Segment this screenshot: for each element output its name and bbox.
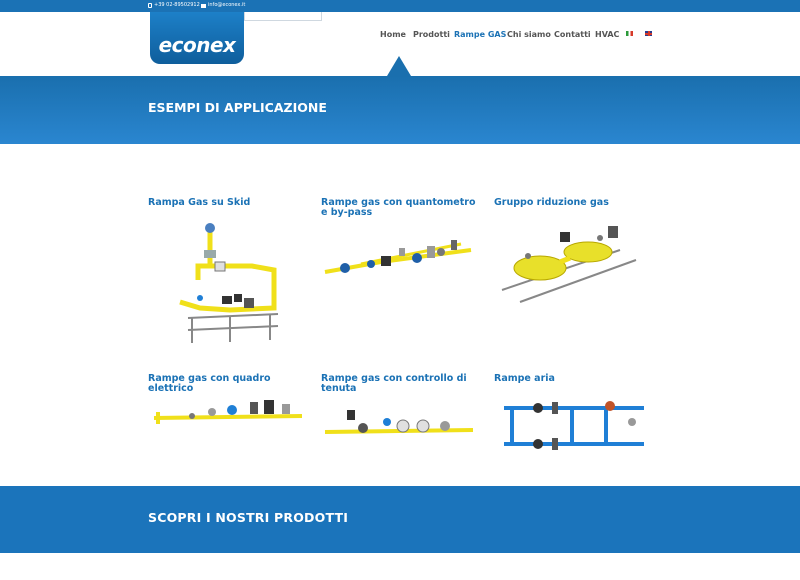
active-nav-notch <box>387 56 411 76</box>
page-title: ESEMPI DI APPLICAZIONE <box>148 100 327 115</box>
product-title[interactable]: Rampe gas con quantometro e by-pass <box>321 197 476 218</box>
air-train-image[interactable] <box>498 398 650 454</box>
phone-number: +39 02-89502912 <box>154 2 200 8</box>
mail-icon <box>201 4 206 8</box>
phone-icon <box>148 3 152 8</box>
phone-contact[interactable] <box>148 1 200 10</box>
email-address: info@econex.it <box>208 2 246 8</box>
nav-hvac[interactable]: HVAC <box>595 30 620 39</box>
product-title[interactable]: Rampa Gas su Skid <box>148 197 251 208</box>
nav-rampe-gas[interactable]: Rampe GAS <box>454 30 507 39</box>
nav-contatti[interactable]: Contatti <box>554 30 591 39</box>
product-card[interactable] <box>321 374 481 394</box>
product-card[interactable] <box>494 198 654 208</box>
product-title[interactable]: Rampe gas con controllo di tenuta <box>321 373 467 394</box>
flag-italian-icon[interactable] <box>626 31 633 36</box>
gas-train-flowmeter-image[interactable] <box>321 232 481 292</box>
nav-home[interactable]: Home <box>380 30 406 39</box>
cta-title[interactable]: SCOPRI I NOSTRI PRODOTTI <box>148 510 349 525</box>
top-contact-bar <box>0 0 800 12</box>
product-card[interactable] <box>148 198 308 208</box>
product-title[interactable]: Gruppo riduzione gas <box>494 197 609 208</box>
gas-skid-image[interactable] <box>170 218 290 348</box>
product-card[interactable] <box>148 374 308 394</box>
product-title[interactable]: Rampe gas con quadro elettrico <box>148 373 271 394</box>
nav-prodotti[interactable]: Prodotti <box>413 30 450 39</box>
gas-train-electric-panel-image[interactable] <box>152 398 306 434</box>
product-title[interactable]: Rampe aria <box>494 373 555 384</box>
product-card[interactable] <box>321 198 481 218</box>
search-input[interactable] <box>244 12 322 21</box>
gas-train-leak-test-image[interactable] <box>323 408 477 442</box>
flag-english-icon[interactable] <box>645 31 652 36</box>
gas-reduction-group-image[interactable] <box>500 220 640 310</box>
products-cta-band[interactable] <box>0 486 800 553</box>
product-card[interactable] <box>494 374 654 384</box>
hero-band <box>0 76 800 144</box>
logo[interactable] <box>150 12 244 64</box>
email-contact[interactable] <box>201 1 245 10</box>
logo-text: econex <box>158 33 236 57</box>
nav-chi-siamo[interactable]: Chi siamo <box>507 30 551 39</box>
